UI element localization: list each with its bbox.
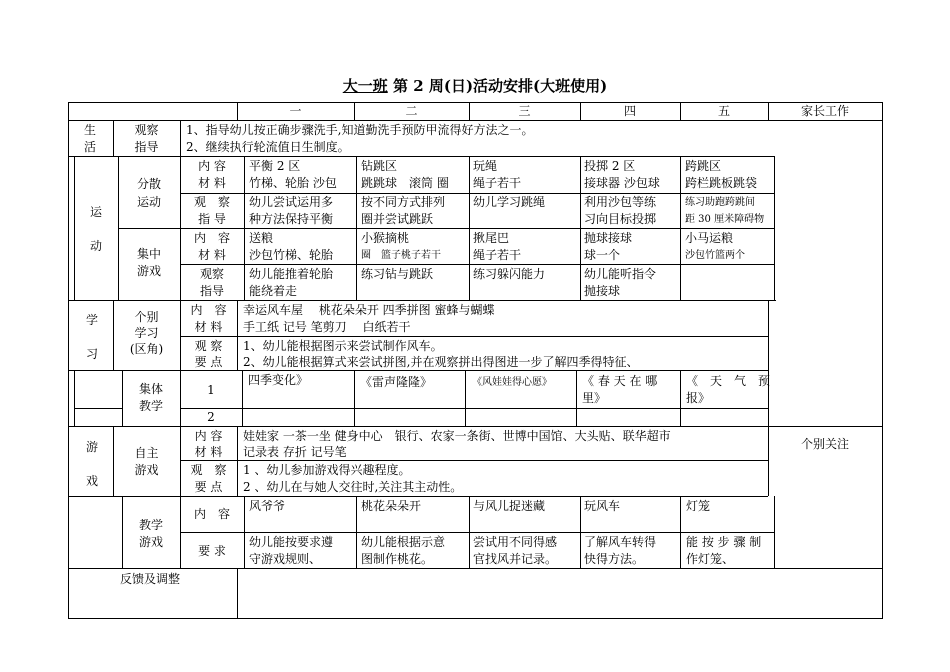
collective-row-2: 2 — [207, 410, 215, 424]
free-material: 记录表 存折 记号笔 — [243, 445, 347, 459]
group-day1-material: 沙包竹梯、轮胎 — [249, 248, 334, 262]
group-day3-content: 揪尾巴 — [473, 231, 510, 245]
category-study: 学 — [86, 313, 99, 327]
teaching-day3-content: 与风儿捉迷藏 — [473, 499, 546, 513]
teaching-day3-require: 尝试用不同得感 — [473, 535, 558, 549]
category-game: 游 — [86, 440, 99, 454]
group-guide-label: 指导 — [199, 284, 224, 298]
teaching-day5-require: 能 按 步 骤 制 — [686, 535, 762, 549]
teaching-day4-require: 了解风车转得 — [584, 535, 657, 549]
scatter-day5-observe-2: 距 30 厘米障碍物 — [685, 214, 765, 225]
category-life: 生 — [84, 123, 97, 137]
scatter-day3-content: 玩绳 — [473, 159, 498, 173]
group-day2-material: 圈 篮子桃子若干 — [361, 250, 441, 261]
life-label: 观察 — [134, 123, 159, 137]
scatter-sport-label-2: 运动 — [136, 195, 161, 209]
header-day-3: 三 — [518, 104, 531, 118]
individual-label-2: 学习 — [134, 326, 159, 340]
scatter-day5-observe: 练习助跑跨跳间 — [685, 197, 755, 208]
individual-material: 手工纸 记号 笔剪刀 白纸若干 — [243, 320, 411, 334]
parent-work-note: 个别关注 — [800, 437, 849, 451]
teaching-game-label-2: 游戏 — [138, 535, 163, 549]
collective-day1: 四季变化》 — [248, 373, 309, 387]
free-game-label-2: 游戏 — [134, 463, 159, 477]
collective-row-1: 1 — [207, 383, 215, 397]
header-day-4: 四 — [623, 104, 636, 118]
scatter-observe-label: 观 察 — [193, 195, 230, 209]
scatter-day4-content: 投掷 2 区 — [584, 159, 636, 173]
header-day-1: 一 — [289, 104, 302, 118]
scatter-day1-observe-2: 种方法保持平衡 — [249, 212, 334, 226]
individual-observe-1: 1、幼儿能根据图示来尝试制作风车。 — [243, 339, 443, 353]
scatter-sport-label: 分散 — [136, 177, 161, 191]
group-observe-label: 观察 — [199, 267, 224, 281]
free-game-label: 自主 — [134, 446, 159, 460]
teaching-day2-require: 幼儿能根据示意 — [361, 535, 446, 549]
teaching-day1-content: 风爷爷 — [249, 499, 286, 513]
group-day2-content: 小猴摘桃 — [361, 231, 410, 245]
scatter-day2-observe-2: 圈并尝试跳跃 — [361, 212, 434, 226]
collective-label: 集体 — [138, 382, 163, 396]
scatter-day1-material: 竹梯、轮胎 沙包 — [249, 176, 337, 190]
page-title: 大一班 第 2 周(日)活动安排(大班使用) — [342, 77, 608, 95]
teaching-day3-require-2: 官找风并记录。 — [473, 552, 558, 566]
teaching-day4-require-2: 快得方法。 — [584, 552, 645, 566]
teaching-day2-require-2: 图制作桃花。 — [361, 552, 434, 566]
life-label-2: 指导 — [134, 140, 159, 154]
individual-content: 幸运风车屋 桃花朵朵开 四季拼图 蜜蜂与蝴蝶 — [243, 303, 495, 317]
free-observe-1: 1 、幼儿参加游戏得兴趣程度。 — [243, 463, 411, 477]
teaching-day4-content: 玩风车 — [584, 499, 621, 513]
group-day4-observe-2: 抛接球 — [584, 284, 621, 298]
free-observe-2: 2 、幼儿在与她人交往时,关注其主动性。 — [243, 480, 463, 494]
scatter-guide-label: 指 导 — [198, 212, 226, 226]
group-day2-observe: 练习钻与跳跃 — [361, 267, 434, 281]
scatter-day4-observe-2: 习向目标投掷 — [584, 212, 657, 226]
individual-observe-2: 2、幼儿能根据算式来尝试拼图,并在观察拼出得图进一步了解四季得特征、 — [243, 355, 639, 369]
individual-material-label: 材 料 — [194, 320, 223, 334]
feedback-content-cell — [238, 569, 882, 618]
feedback-label: 反馈及调整 — [120, 572, 181, 586]
scatter-day5-content: 跨跳区 — [685, 159, 722, 173]
group-day3-observe: 练习躲闪能力 — [473, 267, 546, 281]
group-day1-observe: 幼儿能推着轮胎 — [249, 267, 334, 281]
scatter-day2-observe: 按不同方式排列 — [361, 195, 446, 209]
teaching-day5-require-2: 作灯笼、 — [686, 552, 735, 566]
teaching-day2-content: 桃花朵朵开 — [361, 499, 422, 513]
scatter-day3-material: 绳子若干 — [473, 176, 522, 190]
individual-content-label: 内 容 — [190, 303, 227, 317]
header-day-5: 五 — [717, 104, 730, 118]
header-day-2: 二 — [405, 104, 418, 118]
free-points-label: 要 点 — [194, 480, 223, 494]
group-day3-material: 绳子若干 — [473, 248, 522, 262]
life-guide-line-1: 1、指导幼儿按正确步骤洗手,知道勤洗手预防甲流得好方法之一。 — [186, 123, 534, 137]
scatter-day5-material: 跨栏跳板跳袋 — [685, 176, 758, 190]
teaching-day1-require: 幼儿能按要求遵 — [249, 535, 334, 549]
collective-day4: 《 春 天 在 哪 — [582, 374, 658, 388]
individual-observe-label: 观 察 — [194, 339, 223, 353]
teaching-day5-content: 灯笼 — [686, 499, 711, 513]
group-material-label: 材 料 — [198, 248, 226, 262]
life-guide-line-2: 2、继续执行轮流值日生制度。 — [186, 140, 350, 154]
collective-day5-2: 报》 — [686, 391, 711, 405]
scatter-day2-content: 钻跳区 — [361, 159, 398, 173]
group-day5-material: 沙包竹篮两个 — [685, 250, 745, 261]
group-day1-content: 送粮 — [249, 231, 274, 245]
free-observe-label: 观 察 — [190, 463, 227, 477]
collective-day3: 《风娃娃得心愿》 — [472, 377, 552, 388]
scatter-day4-observe: 利用沙包等练 — [584, 195, 657, 209]
category-sport-2: 动 — [90, 239, 103, 253]
scatter-day4-material: 接球器 沙包球 — [584, 176, 660, 190]
group-game-label: 集中 — [136, 247, 161, 261]
group-game-label-2: 游戏 — [136, 264, 161, 278]
category-sport: 运 — [90, 205, 103, 219]
teaching-content-label: 内 容 — [193, 507, 230, 521]
group-day4-content: 抛球接球 — [584, 231, 633, 245]
teaching-day1-require-2: 守游戏规则、 — [249, 552, 322, 566]
scatter-day1-observe: 幼儿尝试运用多 — [249, 195, 334, 209]
group-day4-material: 球一个 — [584, 248, 621, 262]
free-material-label: 材 料 — [194, 445, 223, 459]
group-content-label: 内 容 — [193, 231, 230, 245]
scatter-material-label: 材 料 — [198, 176, 226, 190]
teaching-game-label: 教学 — [138, 518, 163, 532]
category-life-2: 活 — [84, 140, 97, 154]
scatter-content-label: 内 容 — [198, 159, 226, 173]
collective-day4-2: 里》 — [582, 391, 607, 405]
scatter-day3-observe: 幼儿学习跳绳 — [473, 195, 546, 209]
group-day4-observe: 幼儿能听指令 — [584, 267, 657, 281]
individual-points-label: 要 点 — [194, 355, 223, 369]
collective-day5: 《 天 气 预 — [686, 374, 771, 388]
individual-label: 个别 — [134, 310, 159, 324]
header-parent-work: 家长工作 — [800, 104, 849, 118]
category-game-2: 戏 — [86, 474, 99, 488]
scatter-day2-material: 跳跳球 滚筒 圈 — [361, 176, 449, 190]
teaching-require-label: 要 求 — [198, 544, 226, 558]
group-day5-content: 小马运粮 — [685, 231, 734, 245]
scatter-day1-content: 平衡 2 区 — [249, 159, 301, 173]
category-study-2: 习 — [86, 347, 99, 361]
individual-label-3: (区角) — [129, 342, 164, 356]
collective-label-2: 教学 — [138, 399, 163, 413]
group-day1-observe-2: 能绕着走 — [249, 284, 298, 298]
free-content-label: 内 容 — [194, 429, 223, 443]
collective-day2: 《雷声隆隆》 — [360, 375, 433, 389]
free-content: 娃娃家 一茶一坐 健身中心 银行、农家一条街、世博中国馆、大头贴、联华超市 — [243, 429, 671, 443]
